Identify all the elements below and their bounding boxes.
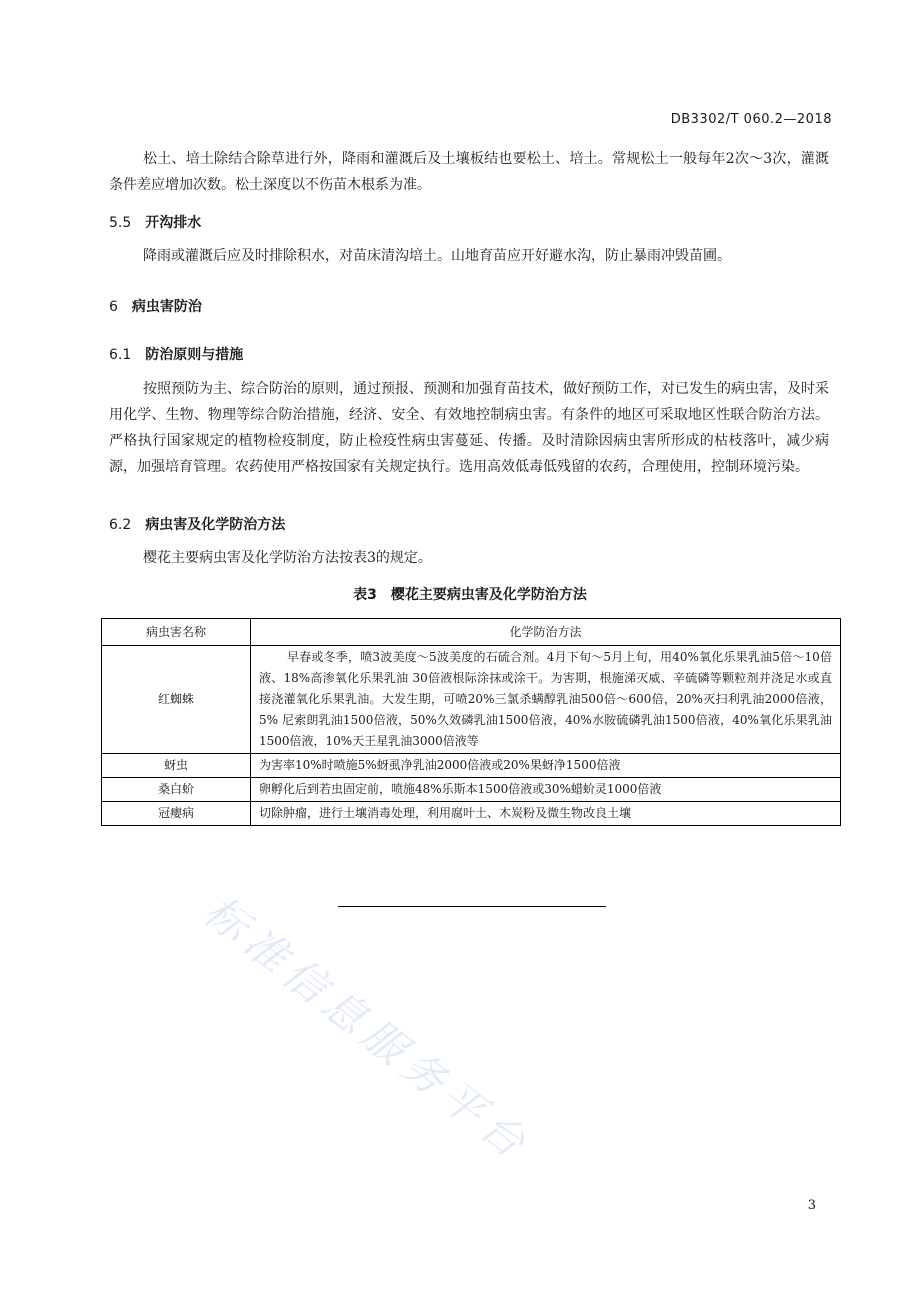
table-caption: 表3 樱花主要病虫害及化学防治方法 <box>353 587 587 603</box>
method-cell: 早春或冬季，喷3波美度～5波美度的石硫合剂。4月下旬～5月上旬，用40%氧化乐果乳油5倍～10倍液、18%高渗氧化乐果乳油 30倍液根际涂抹或涂干。为害期，根施涕灭威、辛硫磷等颗粒剂并浇足水或直接浇灌氧化乐果乳油。大发生期，可喷20%三氯杀螨醇乳油500倍～600倍，20%灭扫利乳油2000倍液，5% 尼索朗乳油1500倍液，50%久效磷乳油1500倍液，40%水胺硫磷乳油1500倍液，40%氧化乐果乳油1500倍液，10%天王星乳油3000倍液等 <box>251 646 841 754</box>
principles-paragraph: 按照预防为主、综合防治的原则，通过预报、预测和加强育苗技术，做好预防工作，对已发生的病虫害，及时采用化学、生物、物理等综合防治措施，经济、安全、有效地控制病虫害。有条件的地区可采取地区性联合防治方法。严格执行国家规定的植物检疫制度，防止检疫性病虫害蔓延、传播。及时清除因病虫害所形成的枯枝落叶，减少病源，加强培育管理。农药使用严格按国家有关规定执行。选用高效低毒低残留的农药，合理使用，控制环境污染。 <box>109 381 829 475</box>
table-row <box>102 754 841 778</box>
table-row <box>102 778 841 802</box>
end-rule <box>338 906 606 907</box>
drainage-paragraph: 降雨或灌溉后应及时排除积水，对苗床清沟培土。山地育苗应开好避水沟，防止暴雨冲毁苗圃。 <box>143 248 731 264</box>
section-5-5-heading <box>109 212 201 232</box>
pest-name-cell: 桑白蚧 <box>102 778 251 802</box>
pest-name-cell: 红蜘蛛 <box>102 646 251 754</box>
pest-name-cell: 冠瘿病 <box>102 802 251 826</box>
column-header-method: 化学防治方法 <box>251 619 841 646</box>
section-number: 6.1 <box>109 347 132 363</box>
table-row <box>102 646 841 754</box>
table-row <box>102 802 841 826</box>
section-number: 6.2 <box>109 517 132 533</box>
section-number: 5.5 <box>109 215 132 231</box>
table-reference-paragraph: 樱花主要病虫害及化学防治方法按表3的规定。 <box>143 550 432 566</box>
section-6-2-heading <box>109 514 285 534</box>
section-number: 6 <box>109 299 118 315</box>
table-header-row <box>102 619 841 646</box>
page-number: 3 <box>807 1198 816 1213</box>
column-header-name: 病虫害名称 <box>102 619 251 646</box>
pest-name-cell: 蚜虫 <box>102 754 251 778</box>
method-cell: 切除肿瘤，进行土壤消毒处理，利用腐叶土、木炭粉及微生物改良土壤 <box>251 802 841 826</box>
section-title: 病虫害防治 <box>131 299 202 315</box>
watermark: 标准信息服务平台 <box>194 886 541 1172</box>
section-title: 开沟排水 <box>145 215 202 231</box>
pest-control-table <box>101 618 841 826</box>
section-6-1-heading <box>109 344 243 364</box>
document-code: DB3302/T 060.2—2018 <box>670 112 832 127</box>
method-cell: 卵孵化后到若虫固定前，喷施48%乐斯本1500倍液或30%蜡蚧灵1000倍液 <box>251 778 841 802</box>
section-title: 病虫害及化学防治方法 <box>145 517 286 533</box>
loosening-paragraph: 松土、培土除结合除草进行外，降雨和灌溉后及土壤板结也要松土、培土。常规松土一般每年2次～3次，灌溉条件差应增加次数。松土深度以不伤苗木根系为准。 <box>109 151 829 193</box>
section-6-heading <box>109 296 202 316</box>
method-cell: 为害率10%时喷施5%蚜虱净乳油2000倍液或20%果蚜净1500倍液 <box>251 754 841 778</box>
section-title: 防治原则与措施 <box>145 347 244 363</box>
